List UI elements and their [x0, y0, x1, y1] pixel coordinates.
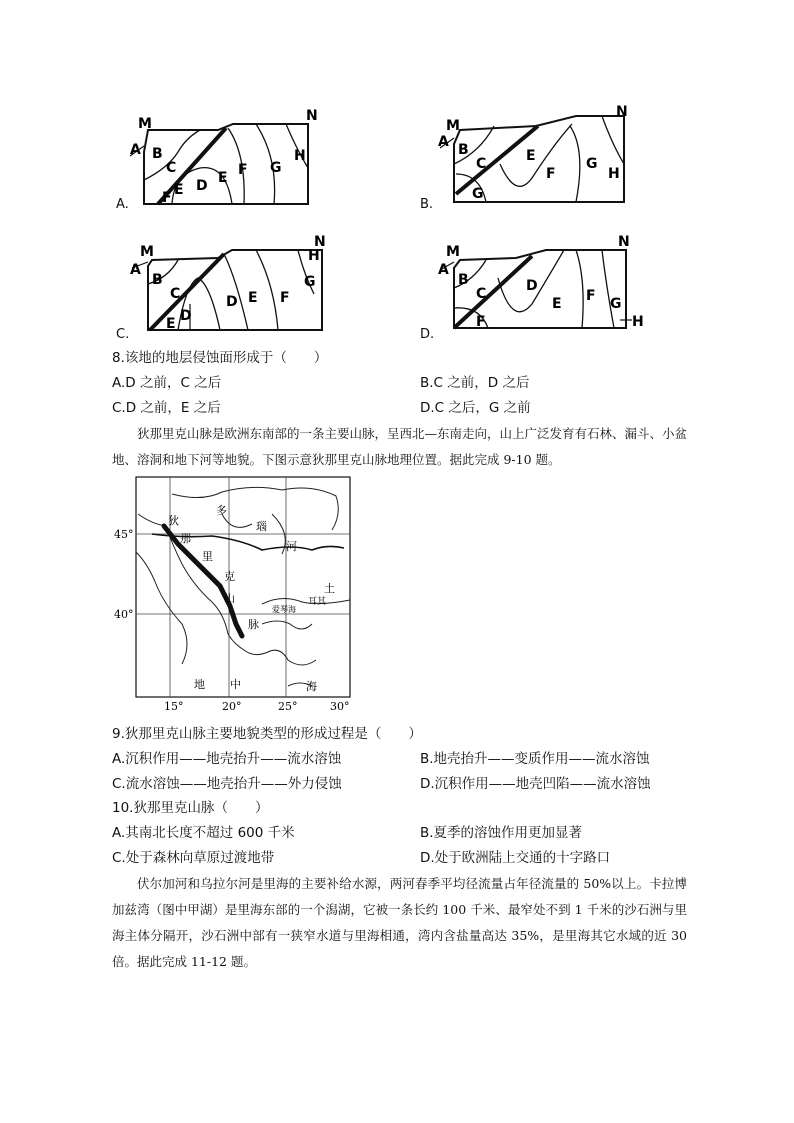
q9-option-a[interactable]: A.沉积作用——地壳抬升——流水溶蚀: [112, 751, 342, 767]
option-c-label: C.: [116, 327, 130, 342]
svg-text:15°: 15°: [164, 700, 184, 713]
svg-text:H: H: [294, 148, 306, 164]
svg-text:土: 土: [324, 582, 335, 595]
svg-text:地: 地: [194, 678, 205, 691]
q10-stem: 10.狄那里克山脉（ ）: [112, 800, 269, 816]
svg-text:脉: 脉: [248, 618, 259, 631]
svg-text:海: 海: [306, 680, 317, 693]
svg-text:N: N: [314, 234, 326, 250]
svg-text:25°: 25°: [278, 700, 298, 713]
svg-text:A: A: [438, 134, 449, 150]
svg-text:E: E: [218, 170, 228, 186]
svg-text:里: 里: [202, 550, 213, 563]
svg-text:爱琴海: 爱琴海: [272, 605, 296, 614]
svg-text:G: G: [586, 156, 598, 172]
svg-text:F: F: [476, 314, 486, 330]
q9-option-b[interactable]: B.地壳抬升——变质作用——流水溶蚀: [420, 751, 650, 767]
svg-text:E: E: [526, 148, 536, 164]
label-a: A: [130, 142, 141, 158]
dinaric-location-map: [112, 474, 352, 714]
svg-text:B: B: [152, 146, 163, 162]
svg-text:M: M: [140, 244, 154, 260]
label-m: M: [138, 116, 152, 132]
q8-option-d[interactable]: D.C 之后，G 之前: [420, 400, 531, 416]
svg-text:F: F: [280, 290, 290, 306]
option-b-label: B.: [420, 197, 434, 212]
q9-stem: 9.狄那里克山脉主要地貌类型的形成过程是（ ）: [112, 726, 422, 742]
svg-text:D: D: [526, 278, 538, 294]
svg-text:F: F: [238, 162, 248, 178]
label-n: N: [306, 108, 318, 124]
svg-text:N: N: [616, 104, 628, 120]
svg-text:C: C: [166, 160, 177, 176]
svg-text:A: A: [438, 262, 449, 278]
passage-dinaric: 狄那里克山脉是欧洲东南部的一条主要山脉，呈西北—东南走向，山上广泛发育有石林、漏斗、小盆地、溶洞和地下河等地貌。下图示意狄那里克山脉地理位置。据此完成 9-10 题。: [112, 426, 688, 467]
option-a-label: A.: [116, 197, 129, 212]
svg-text:山: 山: [224, 592, 235, 605]
svg-text:G: G: [472, 186, 484, 202]
svg-text:H: H: [608, 166, 620, 182]
svg-text:G: G: [610, 296, 622, 312]
svg-text:那: 那: [180, 532, 191, 545]
q8-option-c[interactable]: C.D 之前，E 之后: [112, 400, 221, 416]
svg-text:C: C: [170, 286, 181, 302]
svg-text:中: 中: [230, 678, 241, 691]
svg-text:B: B: [458, 142, 469, 158]
svg-text:G: G: [270, 160, 282, 176]
svg-text:H: H: [308, 248, 320, 264]
svg-text:F: F: [162, 190, 172, 206]
svg-text:克: 克: [224, 570, 235, 583]
svg-text:C: C: [476, 286, 487, 302]
q10-option-c[interactable]: C.处于森林向草原过渡地带: [112, 850, 275, 866]
svg-text:狄: 狄: [168, 514, 179, 527]
svg-text:E: E: [248, 290, 258, 306]
q9-option-d[interactable]: D.沉积作用——地壳凹陷——流水溶蚀: [420, 776, 651, 792]
svg-text:耳其: 耳其: [308, 597, 327, 607]
svg-text:H: H: [632, 314, 644, 330]
q8-stem: 8.该地的地层侵蚀面形成于（ ）: [112, 350, 328, 366]
q10-option-b[interactable]: B.夏季的溶蚀作用更加显著: [420, 825, 583, 841]
svg-text:F: F: [586, 288, 596, 304]
svg-text:C: C: [476, 156, 487, 172]
svg-text:G: G: [304, 274, 316, 290]
q9-option-c[interactable]: C.流水溶蚀——地壳抬升——外力侵蚀: [112, 776, 342, 792]
option-d-label: D.: [420, 327, 435, 342]
svg-text:M: M: [446, 244, 460, 260]
q10-option-a[interactable]: A.其南北长度不超过 600 千米: [112, 825, 295, 841]
geology-diagram-c: [128, 234, 328, 334]
svg-text:E: E: [552, 296, 562, 312]
svg-text:瑙: 瑙: [256, 520, 267, 533]
svg-text:河: 河: [286, 540, 297, 553]
q10-option-d[interactable]: D.处于欧洲陆上交通的十字路口: [420, 850, 611, 866]
q8-option-a[interactable]: A.D 之前，C 之后: [112, 375, 222, 391]
svg-text:M: M: [446, 118, 460, 134]
svg-text:45°: 45°: [114, 528, 134, 541]
passage-caspian: 伏尔加河和乌拉尔河是里海的主要补给水源，两河春季平均径流量占年径流量的 50%以上。卡拉博加兹湾（图中甲湖）是里海东部的一个潟湖，它被一条长约 100 千米、最窄处不到 1 千米的沙石洲与里海主体分隔开，沙石洲中部有一狭窄水道与里海相通，湾内含盐量高达 35%，是里海其它水域的近 30 倍。据此完成 11-12 题。: [112, 876, 687, 969]
svg-text:N: N: [618, 234, 630, 250]
geology-diagram-d: [436, 234, 646, 334]
svg-text:D: D: [196, 178, 208, 194]
svg-text:D: D: [226, 294, 238, 310]
svg-text:F: F: [546, 166, 556, 182]
svg-text:E: E: [166, 316, 176, 332]
svg-text:D: D: [180, 308, 192, 324]
geology-diagram-b: [436, 104, 632, 208]
svg-text:20°: 20°: [222, 700, 242, 713]
q8-option-b[interactable]: B.C 之前，D 之后: [420, 375, 530, 391]
svg-text:30°: 30°: [330, 700, 350, 713]
svg-text:40°: 40°: [114, 608, 134, 621]
geology-diagram-a: [128, 108, 318, 208]
svg-text:B: B: [152, 272, 163, 288]
svg-text:A: A: [130, 262, 141, 278]
svg-text:E: E: [174, 182, 184, 198]
svg-text:B: B: [458, 272, 469, 288]
svg-text:多: 多: [216, 504, 227, 517]
